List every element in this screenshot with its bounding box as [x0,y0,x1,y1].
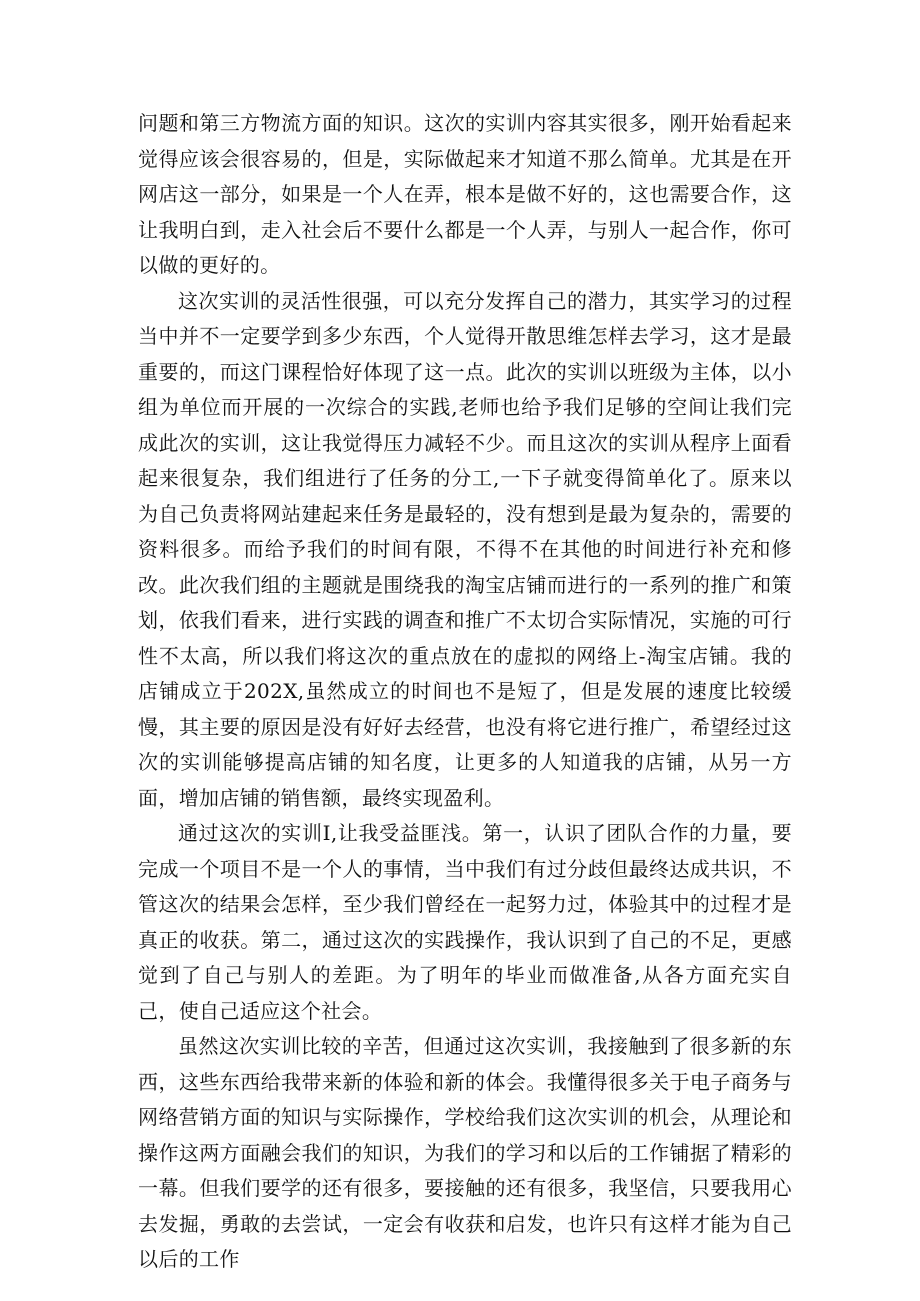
paragraph-1: 问题和第三方物流方面的知识。这次的实训内容其实很多，刚开始看起来觉得应该会很容易的，但是，实际做起来才知道不那么简单。尤其是在开网店这一部分，如果是一个人在弄，根本是做不好的，这也需要合作，这让我明白到，走入社会后不要什么都是一个人弄，与别人一起合作，你可以做的更好的。 [138,111,792,277]
paragraph-2: 这次实训的灵活性很强，可以充分发挥自己的潜力，其实学习的过程当中并不一定要学到多少东西，个人觉得开散思维怎样去学习，这才是最重要的，而这门课程恰好体现了这一点。此次的实训以班级为主体，以小组为单位而开展的一次综合的实践,老师也给予我们足够的空间让我们完成此次的实训，这让我觉得压力减轻不少。而且这次的实训从程序上面看起来很复杂，我们组进行了任务的分工,一下子就变得简单化了。原来以为自己负责将网站建起来任务是最轻的，没有想到是最为复杂的，需要的资料很多。而给予我们的时间有限，不得不在其他的时间进行补充和修改。此次我们组的主题就是围绕我的淘宝店铺而进行的一系列的推广和策划，依我们看来，进行实践的调查和推广不太切合实际情况，实施的可行性不太高，所以我们将这次的重点放在的虚拟的网络上-淘宝店铺。我的店铺成立于202X,虽然成立的时间也不是短了，但是发展的速度比较缓慢，其主要的原因是没有好好去经营，也没有将它进行推广，希望经过这次的实训能够提高店铺的知名度，让更多的人知道我的店铺，从另一方面，增加店铺的销售额，最终实现盈利。 [138,288,792,810]
document-body [138,106,792,1278]
paragraph-3: 通过这次的实训I,让我受益匪浅。第一，认识了团队合作的力量，要完成一个项目不是一个人的事情，当中我们有过分歧但最终达成共识，不管这次的结果会怎样，至少我们曾经在一起努力过，体验其中的过程才是真正的收获。第二，通过这次的实践操作，我认识到了自己的不足，更感觉到了自己与别人的差距。为了明年的毕业而做准备,从各方面充实自己，使自己适应这个社会。 [138,821,792,1023]
paragraph-4: 虽然这次实训比较的辛苦，但通过这次实训，我接触到了很多新的东西，这些东西给我带来新的体验和新的体会。我懂得很多关于电子商务与网络营销方面的知识与实际操作，学校给我们这次实训的机会，从理论和操作这两方面融会我们的知识，为我们的学习和以后的工作铺据了精彩的一幕。但我们要学的还有很多，要接触的还有很多，我坚信，只要我用心去发掘，勇敢的去尝试，一定会有收获和启发，也许只有这样才能为自己以后的工作 [138,1034,792,1271]
